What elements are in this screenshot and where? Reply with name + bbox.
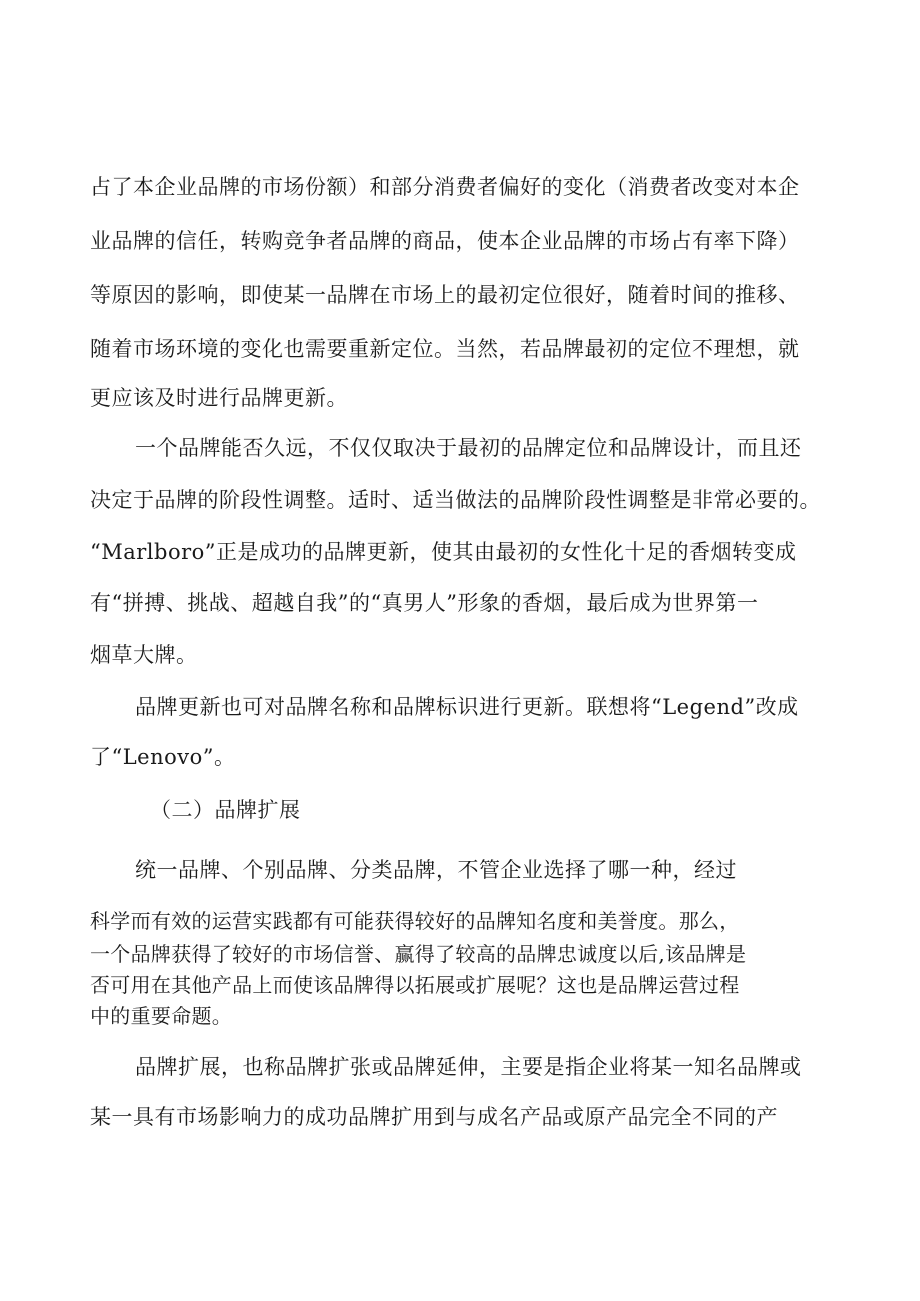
text-line: 否可用在其他产品上而使该品牌得以拓展或扩展呢？这也是品牌运营过程 xyxy=(90,973,740,997)
text-line: 有“拼搏、挑战、超越自我”的“真男人”形象的香烟，最后成为世界第一 xyxy=(90,591,759,615)
text-line: “Marlboro”正是成功的品牌更新，使其由最初的女性化十足的香烟转变成 xyxy=(90,540,797,564)
text-line: 品牌更新也可对品牌名称和品牌标识进行更新。联想将“Legend”改成 xyxy=(135,695,799,719)
text-line: 更应该及时进行品牌更新。 xyxy=(90,386,348,410)
text-line: 品牌扩展，也称品牌扩张或品牌延伸，主要是指企业将某一知名品牌或 xyxy=(135,1055,802,1079)
text-line: 中的重要命题。 xyxy=(90,1004,233,1028)
text-line: 业品牌的信任，转购竞争者品牌的商品，使本企业品牌的市场占有率下降） xyxy=(90,229,800,253)
text-line: 占了本企业品牌的市场份额）和部分消费者偏好的变化（消费者改变对本企 xyxy=(90,175,800,199)
text-line: 烟草大牌。 xyxy=(90,643,198,667)
text-line: 了“Lenovo”。 xyxy=(90,745,236,769)
text-line: 某一具有市场影响力的成功品牌扩用到与成名产品或原产品完全不同的产 xyxy=(90,1105,778,1129)
text-line: 等原因的影响，即使某一品牌在市场上的最初定位很好，随着时间的推移、 xyxy=(90,283,800,307)
section-heading: （二）品牌扩展 xyxy=(150,798,301,822)
text-line: 决定于品牌的阶段性调整。适时、适当做法的品牌阶段性调整是非常必要的。 xyxy=(90,488,821,512)
text-line: 一个品牌能否久远，不仅仅取决于最初的品牌定位和品牌设计，而且还 xyxy=(135,436,802,460)
text-line: 一个品牌获得了较好的市场信誉、赢得了较高的品牌忠诚度以后,该品牌是 xyxy=(90,942,747,966)
text-line: 随着市场环境的变化也需要重新定位。当然，若品牌最初的定位不理想，就 xyxy=(90,337,800,361)
text-line: 统一品牌、个别品牌、分类品牌，不管企业选择了哪一种，经过 xyxy=(135,858,737,882)
text-line: 科学而有效的运营实践都有可能获得较好的品牌知名度和美誉度。那么， xyxy=(90,909,740,933)
